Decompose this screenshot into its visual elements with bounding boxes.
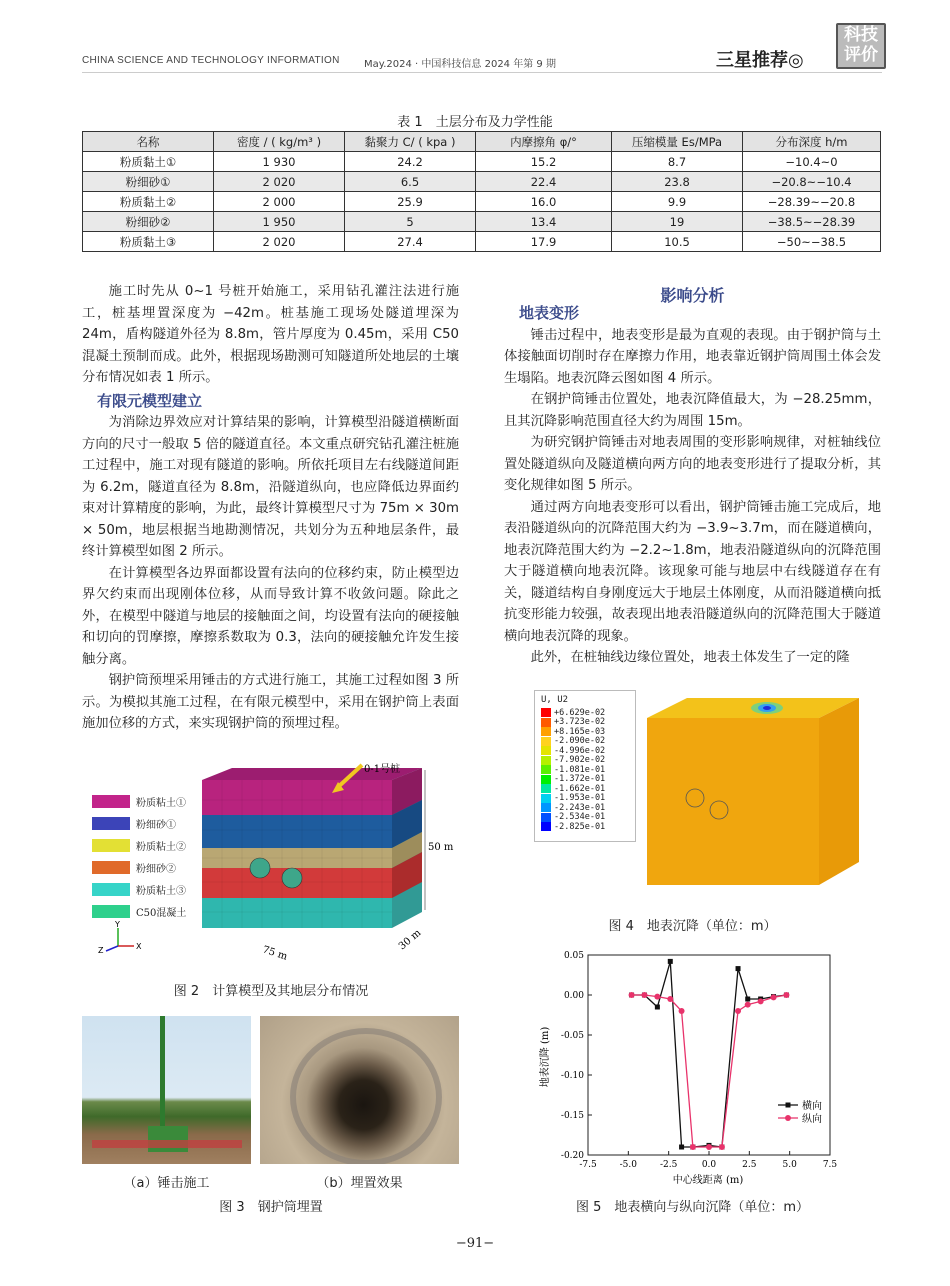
tunnel-right [282,868,302,888]
layer-front-2 [202,815,392,848]
fig4-legend-row [541,756,635,766]
fig4-legend-value: -4.996e-02 [554,745,606,756]
section-heading-fem: 有限元模型建立 [97,391,203,410]
table-cell: −38.5~−28.39 [743,212,881,232]
pile-label: 0-1号桩 [364,764,401,775]
table-header-cell: 分布深度 h/m [743,132,881,152]
fig4-legend-value: -2.534e-01 [554,812,606,823]
table-cell: 24.2 [345,152,476,172]
paragraph: 钢护筒预埋采用锤击的方式进行施工，其施工过程如图 3 所示。为模拟其施工过程，在有限元模型中，采用在钢护筒上表面施加位移的方式，来实现钢护筒的预埋过程。 [82,673,459,731]
fig4-legend-swatch [541,718,551,727]
table-cell: 6.5 [345,172,476,192]
data-point [655,1005,660,1010]
x-tick-label: -7.5 [579,1160,597,1170]
fig4-legend-swatch [541,737,551,746]
legend-item [92,812,186,834]
table-row [83,172,881,192]
legend-label: 纵向 [802,1114,822,1125]
badge-line-1: 科技 [844,25,878,45]
layer-front-5 [202,898,392,928]
fig4-legend [534,690,636,842]
journal-name-en: CHINA SCIENCE AND TECHNOLOGY INFORMATION [82,55,340,66]
legend-item [92,790,186,812]
fig2-legend [92,790,186,922]
legend-marker [785,1115,791,1121]
fem-model-3d [192,760,460,970]
table-row [83,212,881,232]
fig4-legend-row [541,718,635,728]
data-point [771,994,777,1000]
legend-label: 横向 [802,1101,822,1112]
fig4-legend-value: -2.243e-01 [554,802,606,813]
table-cell: −10.4~0 [743,152,881,172]
dim-height: 50 m [428,842,454,853]
site-fence [92,1140,242,1148]
fig4-legend-row [541,775,635,785]
section-heading-surface: 地表变形 [519,304,580,322]
photo-embedded [260,1016,459,1164]
y-tick-label: -0.15 [560,1111,584,1121]
legend-item [92,856,186,878]
table-cell: 1 930 [214,152,345,172]
table-cell: 5 [345,212,476,232]
fig4-legend-value: +8.165e-03 [554,726,606,737]
fig4-legend-row [541,784,635,794]
legend-label: 粉质粘土③ [136,885,186,897]
data-point [719,1144,725,1150]
table-cell: 2 020 [214,172,345,192]
chart-y-label: 地表沉降 (m) [540,1026,551,1088]
table-cell: 10.5 [612,232,743,252]
table-cell: 2 000 [214,192,345,212]
dim-width: 30 m [396,927,424,953]
table-cell: 15.2 [476,152,612,172]
fig4-legend-swatch [541,813,551,822]
fig4-legend-value: +3.723e-02 [554,717,606,728]
casing-ring [290,1028,442,1164]
table-cell: 2 020 [214,232,345,252]
paragraph: 锤击过程中，地表变形是最为直观的表现。由于钢护筒与土体接触面切削时存在摩擦力作用，地表靠近钢护筒周围土体会发生塌陷。地表沉降云图如图 4 所示。 [504,327,881,386]
chart-series [629,959,790,1150]
legend-swatch [92,817,130,830]
table-header-cell: 内摩擦角 φ/° [476,132,612,152]
paragraph: 在计算模型各边界面都设置有法向的位移约束，防止模型边界欠约束而出现刚体位移，从而导致计算不收敛问题。除此之外，在模型中隧道与地层的接触面之间，均设置有法向的硬接触和切向的罚摩擦，摩擦系数取为 0.3，法向的硬接触允许发生接触分离。 [82,565,459,667]
data-point [745,1002,751,1008]
x-tick-label: -2.5 [659,1160,678,1170]
chart-legend [778,1099,822,1125]
chart-axes [561,951,838,1170]
data-point [679,1008,685,1014]
y-tick-label: -0.20 [560,1151,584,1161]
legend-label: 粉细砂② [136,863,176,875]
legend-item [92,878,186,900]
data-point [783,992,789,998]
axis-y-label: Y [115,920,120,929]
fig4-legend-swatch [541,794,551,803]
fig4-legend-row [541,813,635,823]
data-point [629,992,635,998]
fig4-legend-swatch [541,775,551,784]
fig4-legend-title: U, U2 [541,695,569,705]
legend-swatch [92,905,130,918]
column-badge [836,23,886,69]
fig4-legend-row [541,765,635,775]
table-header-cell: 黏聚力 C/ ( kpa ) [345,132,476,152]
fig4-legend-swatch [541,765,551,774]
fig4-legend-swatch [541,756,551,765]
fig4-legend-value: -7.902e-02 [554,755,606,766]
table-cell: 17.9 [476,232,612,252]
legend-marker [786,1103,791,1108]
page-number: −91− [455,1236,495,1251]
table-header-cell: 压缩模量 Es/MPa [612,132,743,152]
paragraph: 通过两方向地表变形可以看出，钢护筒锤击施工完成后，地表沿隧道纵向的沉降范围大约为 −3.9~3.7m，而在隧道横向，地表沉降范围大约为 −2.2~1.8m，地表沿隧道纵向的沉降范围大于隧道横向地表沉降。该现象可能与地层中右线隧道存在有关，隧道结构自身刚度远大于地层土体刚度，从而沿隧道横向抵抗变形能力较强，故表现出地表沿隧道纵向的沉降范围大于隧道横向地表沉降的现象。 [504,499,881,644]
table-cell: 9.9 [612,192,743,212]
series-line-纵向 [632,995,787,1147]
settlement-contour-model [639,690,864,905]
fig4-legend-swatch [541,784,551,793]
legend-item [92,834,186,856]
fig5-caption: 图 5 地表横向与纵向沉降（单位：m） [575,1200,810,1215]
rig-body [148,1126,188,1152]
photo-hammering [82,1016,251,1164]
legend-swatch [92,883,130,896]
paragraph: 在钢护筒锤击位置处，地表沉降值最大，为 −28.25mm，且其沉降影响范围直径大约为周围 15m。 [504,392,881,429]
soil-table [82,131,881,252]
data-point [735,1008,741,1014]
issue-info: May.2024 · 中国科技信息 2024 年第 9 期 [364,59,556,70]
legend-label: C50混凝土 [136,907,187,919]
y-tick-label: 0.05 [563,951,584,961]
left-column-text [82,281,459,735]
axis-triad [98,918,148,958]
fig4-legend-rows [541,708,635,832]
x-tick-label: -5.0 [619,1160,638,1170]
data-point [745,997,750,1002]
table-cell: 粉细砂② [83,212,214,232]
table-cell: 8.7 [612,152,743,172]
legend-label: 粉质粘土② [136,841,186,853]
table-cell: 粉细砂① [83,172,214,192]
axis-x-label: X [136,942,142,951]
data-point [758,998,764,1004]
table-cell: −50~−38.5 [743,232,881,252]
data-point [706,1144,712,1150]
data-point [654,994,660,1000]
fig2-caption: 图 2 计算模型及其地层分布情况 [173,984,369,999]
settlement-line-chart [520,945,850,1190]
fig3-caption: 图 3 钢护筒埋置 [219,1200,323,1215]
paragraph: 为消除边界效应对计算结果的影响，计算模型沿隧道横断面方向的尺寸一般取 5 倍的隧道直径。本文重点研究钻孔灌注桩施工过程中，施工对现有隧道的影响。所依托项目左右线隧道间距为 6.2m，隧道直径为 8.8m，沿隧道纵向，也应降低边界面约束对计算精度的影响，为此，最终计算模型尺寸为 75m × 30m × 50m，地层根据当地勘测情况，共划分为五种地层条件，最终计算模型如图 2 所示。 [82,415,459,559]
y-tick-label: 0.00 [563,991,584,1001]
y-tick-label: -0.05 [560,1031,584,1041]
fig4-legend-swatch [541,803,551,812]
fig4-legend-value: -2.825e-01 [554,821,606,832]
table-header-row [83,132,881,152]
x-tick-label: 0.0 [701,1160,717,1170]
table-cell: −20.8~−10.4 [743,172,881,192]
data-point [679,1145,684,1150]
table-header-cell: 名称 [83,132,214,152]
data-point [641,992,647,998]
fig4-legend-swatch [541,822,551,831]
fig4-legend-value: +6.629e-02 [554,707,606,718]
table-caption: 表 1 土层分布及力学性能 [397,115,553,130]
fig4-legend-row [541,822,635,832]
badge-line-2: 评价 [844,45,878,65]
layer-front-1 [202,780,392,815]
legend-label: 粉细砂① [136,819,176,831]
table-row [83,192,881,212]
table-cell: 16.0 [476,192,612,212]
paragraph: 为研究钢护筒锤击对地表周围的变形影响规律，对桩轴线位置处隧道纵向及隧道横向两方向的地表变形进行了提取分析，其变化规律如图 5 所示。 [504,435,881,493]
data-point [668,959,673,964]
fig3a-label: （a）锤击施工 [123,1176,210,1191]
figure-2 [82,760,460,970]
paragraph: 施工时先从 0~1 号桩开始施工，采用钻孔灌注法进行施工，桩基埋置深度为 −42m。桩基施工现场处隧道埋深为 24m，盾构隧道外径为 8.8m，管片厚度为 0.45m，采用 C50 混凝土预制而成。此外，根据现场勘测可知隧道所处地层的土壤分布情况如表 1 所示。 [82,284,459,385]
fig4-legend-value: -1.953e-01 [554,793,606,804]
table-cell: 粉质黏土② [83,192,214,212]
legend-label: 粉质粘土① [136,797,186,809]
fig4-legend-swatch [541,727,551,736]
fig4-legend-row [541,803,635,813]
series-line-横向 [632,961,787,1147]
paragraph: 此外，在桩轴线边缘位置处，地表土体发生了一定的隆 [530,650,850,665]
axis-z-label: Z [98,946,104,955]
fig4-legend-row [541,794,635,804]
fig4-legend-value: -1.372e-01 [554,774,606,785]
fig4-legend-row [541,708,635,718]
x-tick-label: 5.0 [782,1160,797,1170]
fig4-legend-row [541,727,635,737]
table-cell: 25.9 [345,192,476,212]
table-cell: 23.8 [612,172,743,192]
table-row [83,152,881,172]
y-tick-label: -0.10 [560,1071,584,1081]
fig4-legend-value: -1.662e-01 [554,783,606,794]
fig4-legend-swatch [541,708,551,717]
fig4-legend-swatch [541,746,551,755]
x-tick-label: 7.5 [822,1160,838,1170]
fig4-legend-row [541,737,635,747]
chart-frame [588,955,830,1155]
table-cell: 13.4 [476,212,612,232]
data-point [667,996,673,1002]
table-cell: 粉质黏土③ [83,232,214,252]
table-cell: 19 [612,212,743,232]
dim-length: 75 m [261,944,289,963]
data-point [690,1144,696,1150]
x-tick-label: 2.5 [742,1160,757,1170]
table-header-cell: 密度 / ( kg/m³ ) [214,132,345,152]
right-column-text [504,303,881,669]
legend-swatch [92,839,130,852]
figure-4 [534,690,864,905]
table-cell: 22.4 [476,172,612,192]
legend-swatch [92,861,130,874]
chart-x-label: 中心线距离 (m) [672,1175,744,1186]
table-cell: 粉质黏土① [83,152,214,172]
fig4-caption: 图 4 地表沉降（单位：m） [608,919,777,934]
contour-front-face [647,718,819,885]
header-divider [82,72,882,73]
table-cell: 27.4 [345,232,476,252]
settlement-zone-core [763,706,771,710]
tunnel-left [250,858,270,878]
data-point [736,966,741,971]
fig3b-label: （b）埋置效果 [316,1176,403,1191]
table-cell: −28.39~−20.8 [743,192,881,212]
fig4-legend-value: -2.090e-02 [554,736,606,747]
legend-swatch [92,795,130,808]
contour-side-face [819,698,859,885]
table-row [83,232,881,252]
column-title: 三星推荐◎ [716,50,804,71]
table-cell: 1 950 [214,212,345,232]
fig4-legend-value: -1.081e-01 [554,764,606,775]
fig4-legend-row [541,746,635,756]
section-title-impact: 影响分析 [660,286,725,305]
